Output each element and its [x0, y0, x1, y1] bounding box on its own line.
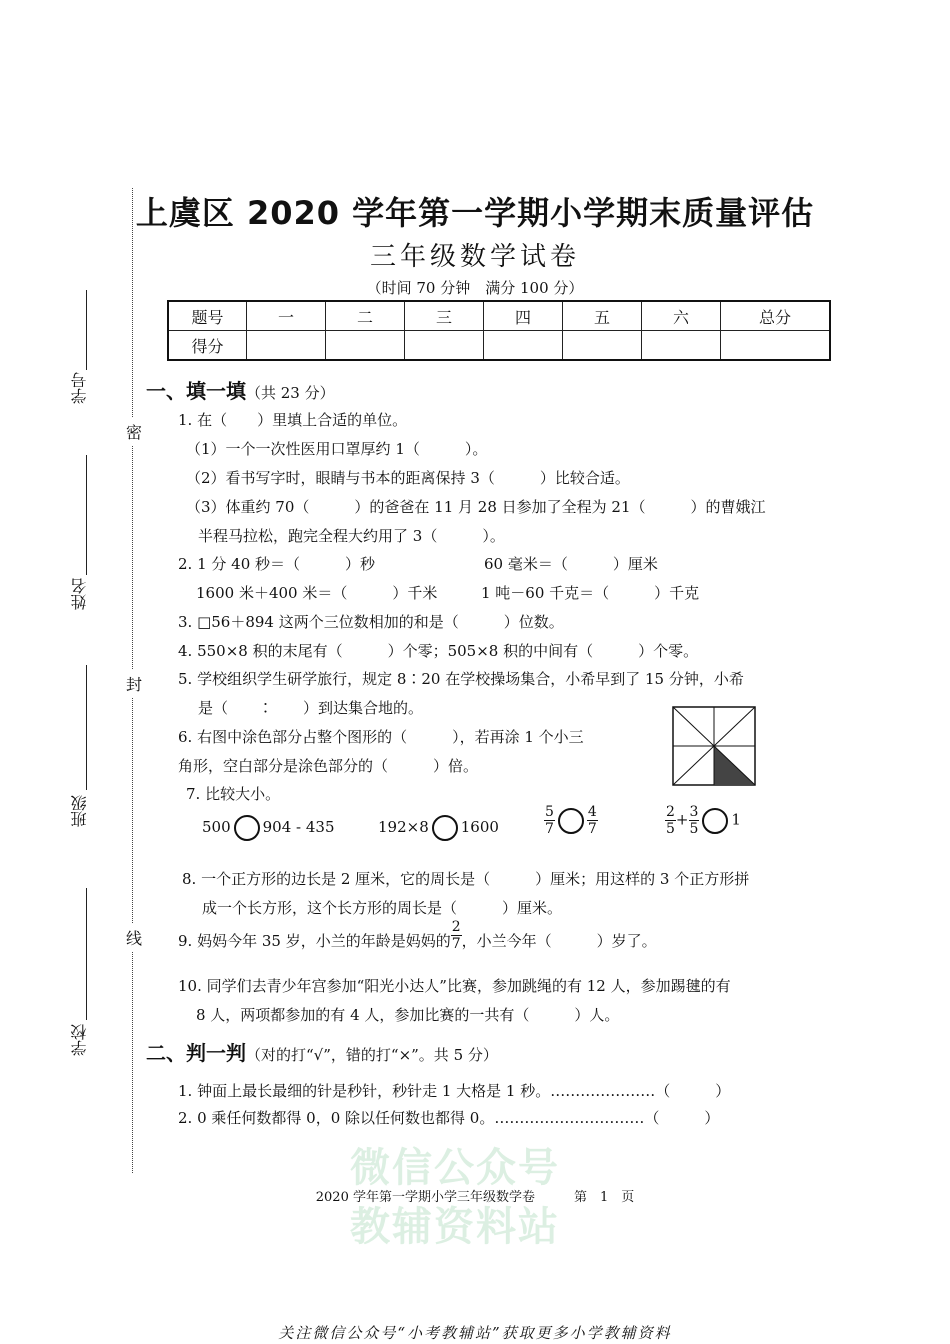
q7-a-right: 904 - 435: [262, 818, 335, 836]
score-table-header-row: [168, 301, 830, 331]
section2-points: （对的打“√”，错的打“×”。共 5 分）: [246, 1046, 498, 1064]
section2-heading: [146, 1037, 498, 1066]
score-cell: 总分: [721, 301, 831, 331]
fraction-denominator: 5: [666, 821, 675, 837]
score-input-cell[interactable]: [642, 331, 721, 361]
compare-circle-input[interactable]: [432, 815, 458, 841]
seal-char-feng: 封: [126, 670, 142, 697]
field-student-id-label: 学号: [70, 372, 89, 404]
score-cell: 六: [642, 301, 721, 331]
q7-compare-b: [378, 815, 499, 841]
q7-text: 7. 比较大小。: [186, 785, 281, 803]
score-cell: 题号: [168, 301, 247, 331]
q2b-right-text: 1 吨－60 千克＝（ ）千克: [481, 584, 700, 602]
fraction: [689, 804, 700, 837]
bottom-promo-note: 关注微信公众号“小考教辅站”获取更多小学教辅资料: [278, 1324, 672, 1342]
q4-text: 4. 550×8 积的末尾有（ ）个零；505×8 积的中间有（ ）个零。: [178, 642, 699, 660]
score-cell: 二: [326, 301, 405, 331]
seal-char-mi: 密: [126, 418, 142, 445]
q1-3a-text: （3）体重约 70（ ）的爸爸在 11 月 28 日参加了全程为 21（ ）的曹娥江: [186, 498, 766, 516]
fraction-numerator: 5: [545, 804, 554, 820]
score-input-cell[interactable]: [484, 331, 563, 361]
fraction: [665, 804, 676, 837]
q7-compare-a: [202, 815, 335, 841]
q1-2-text: （2）看书写字时，眼睛与书本的距离保持 3（ ）比较合适。: [186, 469, 630, 487]
q9-pre: 9. 妈妈今年 35 岁，小兰的年龄是妈妈的: [178, 932, 451, 950]
seal-char-xian: 线: [126, 924, 142, 951]
page-footer: 2020 学年第一学期小学三年级数学卷 第 1 页: [315, 1190, 635, 1205]
q7-compare-c: [544, 804, 598, 837]
q1-3b-text: 半程马拉松，跑完全程大约用了 3（ ）。: [198, 527, 505, 545]
q10b-text: 8 人，两项都参加的有 4 人，参加比赛的一共有（ ）人。: [196, 1006, 620, 1024]
compare-circle-input[interactable]: [702, 808, 728, 834]
q1-text: 1. 在（ ）里填上合适的单位。: [178, 411, 408, 429]
score-cell: 三: [405, 301, 484, 331]
q9-text: [178, 918, 657, 952]
watermark-line2: 教辅资料站: [350, 1204, 560, 1250]
score-input-cell[interactable]: [247, 331, 326, 361]
q7-b-left: 192×8: [378, 818, 429, 836]
q8b-text: 成一个长方形，这个长方形的周长是（ ）厘米。: [202, 899, 563, 917]
score-cell: 一: [247, 301, 326, 331]
fraction: [587, 804, 598, 837]
score-input-cell[interactable]: [326, 331, 405, 361]
field-school-line: [86, 888, 87, 1020]
plus-sign: +: [675, 810, 689, 829]
fraction-denominator: 7: [587, 821, 597, 837]
q2b-left-text: 1600 米＋400 米＝（ ）千米: [196, 584, 438, 602]
q7-b-right: 1600: [460, 818, 499, 836]
score-table-score-row: [168, 331, 830, 361]
q2a-right-text: 60 毫米＝（ ）厘米: [484, 555, 658, 573]
compare-circle-input[interactable]: [558, 808, 584, 834]
score-input-cell[interactable]: [721, 331, 831, 361]
q6b-text: 角形，空白部分是涂色部分的（ ）倍。: [178, 757, 479, 775]
score-input-cell[interactable]: [563, 331, 642, 361]
fraction-numerator: 3: [689, 804, 699, 820]
score-input-cell[interactable]: [405, 331, 484, 361]
fraction-denominator: 7: [451, 935, 461, 952]
field-student-id-line: [86, 290, 87, 370]
judge-2-text: 2. 0 乘任何数都得 0，0 除以任何数也都得 0。…………………………（ ）: [178, 1109, 720, 1127]
q10a-text: 10. 同学们去青少年宫参加“阳光小达人”比赛，参加跳绳的有 12 人，参加踢毽的有: [178, 977, 731, 995]
score-table: [167, 300, 831, 361]
section1-heading: [146, 375, 335, 404]
score-cell: 四: [484, 301, 563, 331]
field-class-line: [86, 665, 87, 790]
field-name-label: 姓名: [70, 578, 89, 610]
time-score-note: （时间 70 分钟 满分 100 分）: [366, 279, 584, 297]
q7-compare-d: [665, 804, 741, 837]
score-cell: 五: [563, 301, 642, 331]
q1-1-text: （1）一个一次性医用口罩厚约 1（ ）。: [186, 440, 488, 458]
fraction: [451, 919, 462, 952]
q5a-text: 5. 学校组织学生研学旅行，规定 8∶20 在学校操场集合，小希早到了 15 分钟，小希: [178, 670, 744, 688]
score-row-label: 得分: [168, 331, 247, 361]
q3-text: 3. □56＋894 这两个三位数相加的和是（ ）位数。: [178, 613, 564, 631]
compare-circle-input[interactable]: [234, 815, 260, 841]
field-name-line: [86, 455, 87, 575]
q2a-left-text: 2. 1 分 40 秒＝（ ）秒: [178, 555, 376, 573]
q7-d-right: 1: [731, 810, 741, 829]
shaded-square-figure: [672, 706, 756, 786]
watermark-line1: 微信公众号: [350, 1145, 560, 1191]
fraction: [544, 804, 555, 837]
fraction-numerator: 4: [587, 804, 597, 820]
fraction-numerator: 2: [451, 918, 461, 935]
section1-points: （共 23 分）: [246, 384, 335, 402]
exam-subtitle: 三年级数学试卷: [369, 242, 580, 272]
q9-post: ，小兰今年（ ）岁了。: [461, 932, 657, 950]
fraction-numerator: 2: [666, 804, 675, 820]
exam-title: 上虞区 2020 学年第一学期小学期末质量评估: [135, 194, 815, 232]
field-class-label: 班级: [70, 795, 89, 827]
fraction-denominator: 5: [689, 821, 699, 837]
section2-title: 二、判一判: [146, 1041, 246, 1065]
section1-title: 一、填一填: [146, 379, 246, 403]
q7-a-left: 500: [202, 818, 231, 836]
q8a-text: 8. 一个正方形的边长是 2 厘米，它的周长是（ ）厘米；用这样的 3 个正方形拼: [182, 870, 750, 888]
q5b-text: 是（ ∶ ）到达集合地的。: [198, 699, 424, 717]
fraction-denominator: 7: [545, 821, 554, 837]
judge-1-text: 1. 钟面上最长最细的针是秒针，秒针走 1 大格是 1 秒。…………………（ ）: [178, 1082, 731, 1100]
q6a-text: 6. 右图中涂色部分占整个图形的（ ），若再涂 1 个小三: [178, 728, 584, 746]
field-school-label: 学校: [70, 1024, 89, 1056]
